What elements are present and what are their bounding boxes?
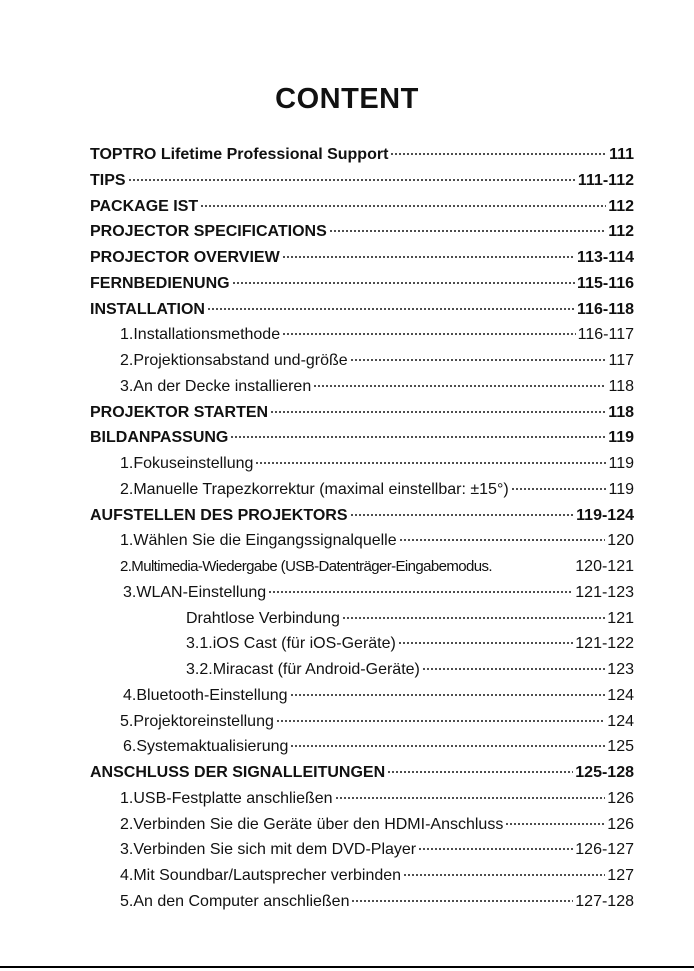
dot-leader [350,514,575,516]
toc-entry-page: 121 [607,609,634,627]
toc-entry [90,271,634,297]
dot-leader [398,642,573,644]
toc-subentry [90,477,634,503]
toc-entry-page: 120 [607,532,634,550]
dot-leader [511,488,607,490]
toc-subentry [90,631,634,657]
dot-leader [232,282,575,284]
page-title: CONTENT [275,83,419,115]
toc-entry-label: ANSCHLUSS DER SIGNALLEITUNGEN [90,764,386,781]
toc-entry-label: 3.WLAN-Einstellung [123,583,267,601]
toc-entry-label: 1.Wählen Sie die Eingangssignalquelle [120,532,397,550]
dot-leader [342,617,605,619]
toc-entry-label: Drahtlose Verbindung [186,609,340,627]
toc-entry-page: 119 [608,429,634,447]
toc-entry-page: 118 [608,403,634,421]
toc-entry-label: 2.Manuelle Trapezkorrektur (maximal einstellbar: ±15°) [120,480,509,498]
toc-entry-label: TOPTRO Lifetime Professional Support [90,146,389,163]
toc-entry-label: TIPS [90,171,126,189]
toc-subentry [90,374,634,400]
dot-leader [422,668,605,670]
toc-entry-page: 123 [607,661,634,678]
toc-entry [90,245,634,271]
toc-entry-label: 6.Systemaktualisierung [123,738,289,756]
toc-entry-label: 2.Multimedia-Wiedergabe (USB-Datenträger-Eingabemodus. [120,558,492,575]
dot-leader [351,900,573,902]
toc-entry-page: 125 [607,738,634,756]
toc-entry-label: AUFSTELLEN DES PROJEKTORS [90,506,348,524]
dot-leader [418,848,573,850]
toc-entry-label: PACKAGE IST [90,197,199,215]
dot-leader [128,179,576,181]
toc-entry-page: 126 [607,789,634,807]
toc-entry-label: 3.1.iOS Cast (für iOS-Geräte) [186,635,396,653]
toc-entry [90,760,634,786]
toc-entry-label: 3.Verbinden Sie sich mit dem DVD-Player [120,841,417,859]
toc-entry-label: PROJECTOR SPECIFICATIONS [90,223,327,241]
toc-subentry [90,734,634,760]
toc-entry [90,168,634,194]
toc-entry [90,503,634,529]
toc-entry-label: FERNBEDIENUNG [90,274,230,292]
toc-entry-page: 119 [608,480,634,498]
toc-entry-page: 119-124 [576,506,634,524]
toc-entry-page: 111-112 [577,171,634,189]
toc-subentry [90,812,634,838]
table-of-contents [90,142,634,915]
dot-leader [290,694,606,696]
toc-entry-label: BILDANPASSUNG [90,429,229,447]
dot-leader [387,771,573,773]
toc-entry-page: 127 [607,867,634,884]
toc-entry-page: 124 [607,712,634,730]
toc-entry [90,297,634,323]
toc-entry-label: PROJECTOR OVERVIEW [90,249,280,266]
toc-entry [90,425,634,451]
toc-entry [90,219,634,245]
dot-leader [255,462,606,464]
dot-leader [207,308,575,310]
toc-subentry [90,709,634,735]
toc-entry-label: INSTALLATION [90,300,205,318]
toc-subentry [90,580,634,606]
dot-leader [399,539,606,541]
dot-leader [276,720,605,722]
dot-leader [282,333,576,335]
toc-entry-page: 115-116 [577,274,634,292]
dot-leader [290,745,605,747]
toc-subentry [90,837,634,863]
toc-entry-page: 112 [608,197,634,215]
toc-subentry [90,322,634,348]
toc-subentry [90,786,634,812]
dot-leader [313,385,606,387]
toc-entry-label: PROJEKTOR STARTEN [90,403,269,421]
toc-entry-label: 2.Verbinden Sie die Geräte über den HDMI-Anschluss [120,815,504,833]
toc-subentry [90,683,634,709]
toc-entry-page: 127-128 [575,892,634,910]
toc-entry-page: 120-121 [575,558,634,575]
toc-entry-page: 116-117 [577,326,634,344]
toc-entry [90,142,634,168]
dot-leader [268,591,573,593]
toc-entry-label: 5.An den Computer anschließen [120,892,350,910]
dot-leader [350,359,607,361]
toc-subentry [90,889,634,915]
toc-entry-page: 111 [609,146,634,163]
toc-entry-label: 1.USB-Festplatte anschließen [120,789,333,807]
toc-subentry [90,863,634,889]
toc-entry [90,400,634,426]
toc-entry-page: 125-128 [575,764,634,781]
toc-entry-label: 1.Installationsmethode [120,326,281,344]
toc-entry-page: 112 [608,223,634,241]
toc-subentry [90,528,634,554]
toc-subentry [90,348,634,374]
dot-leader [270,411,606,413]
dot-leader [200,205,606,207]
dot-leader [403,874,605,876]
toc-entry [90,194,634,220]
toc-entry-page: 121-122 [575,635,634,653]
dot-leader [329,230,606,232]
toc-entry-label: 1.Fokuseinstellung [120,455,254,472]
toc-entry-page: 121-123 [575,583,634,601]
toc-entry-page: 124 [607,686,634,704]
toc-entry-page: 118 [608,377,634,395]
toc-entry-page: 113-114 [577,249,634,266]
toc-subentry [90,606,634,632]
toc-subentry [90,554,634,580]
toc-entry-page: 117 [608,352,634,369]
toc-entry-label: 3.An der Decke installieren [120,377,312,395]
toc-entry-label: 3.2.Miracast (für Android-Geräte) [186,661,420,678]
bottom-rule [0,966,694,968]
toc-entry-label: 4.Mit Soundbar/Lautsprecher verbinden [120,867,402,884]
toc-entry-label: 4.Bluetooth-Einstellung [123,686,288,704]
toc-subentry [90,657,634,683]
toc-entry-label: 2.Projektionsabstand und-größe [120,352,348,369]
toc-entry-page: 126 [607,815,634,833]
dot-leader [335,797,606,799]
dot-leader [505,823,605,825]
toc-entry-page: 116-118 [577,300,634,318]
toc-subentry [90,451,634,477]
toc-entry-page: 126-127 [575,841,634,859]
toc-entry-label: 5.Projektoreinstellung [120,712,274,730]
dot-leader [390,153,607,155]
dot-leader [282,256,575,258]
toc-entry-page: 119 [608,455,634,472]
dot-leader [230,436,606,438]
